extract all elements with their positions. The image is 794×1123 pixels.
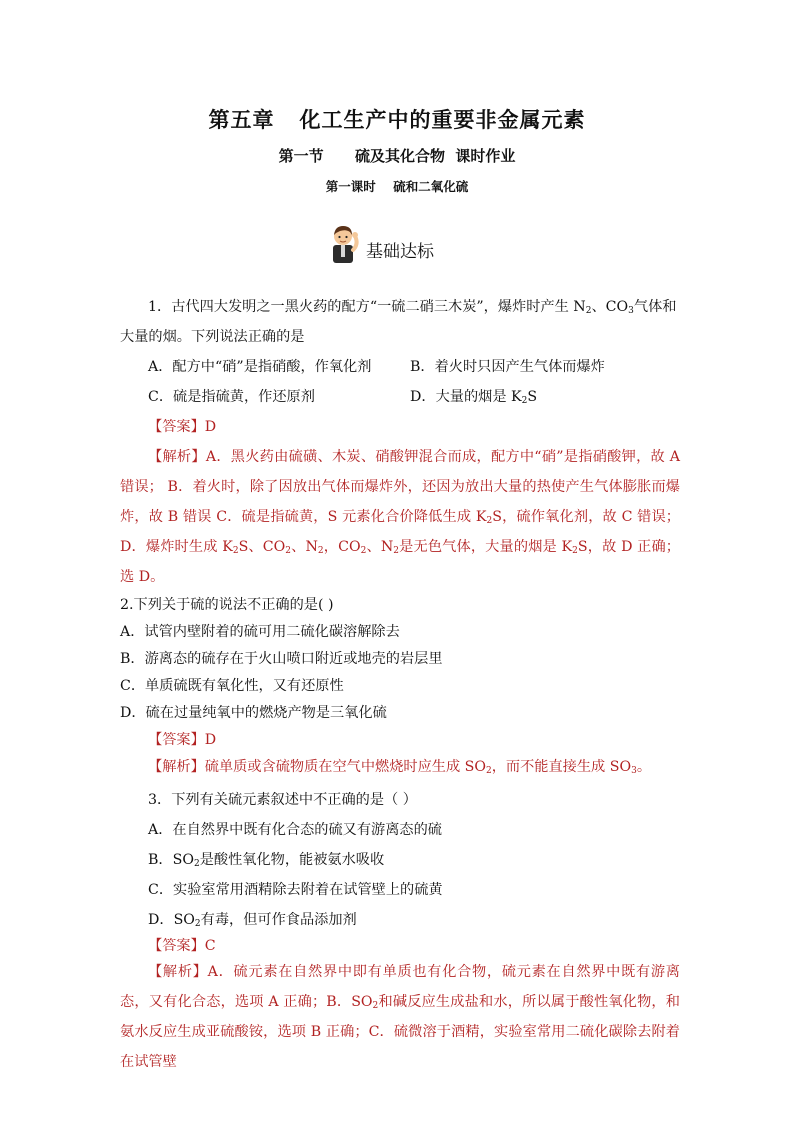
question-2-stem: 2.下列关于硫的说法不正确的是( ) bbox=[120, 597, 334, 613]
question-3-explanation: 【解析】A．硫元素在自然界中即有单质也有化合物，硫元素在自然界中既有游离态，又有化合态，选项 A 正确；B．$SO_2$和碱反应生成盐和水，所以属于酸性氧化物，和氨水反应生成亚硫酸铵，选项 B 正确；C．硫微溶于酒精，实验室常用二硫化碳除去附着在试管壁 bbox=[120, 964, 680, 1070]
chapter-title: 第五章 化工生产中的重要非金属元素 bbox=[208, 107, 586, 132]
question-1-option-a: A．配方中“硝”是指硝酸，作氧化剂 bbox=[148, 359, 372, 375]
question-3-option-d: D．$SO_2$有毒，但可作食品添加剂 bbox=[148, 912, 357, 929]
question-2-answer: 【答案】D bbox=[148, 732, 217, 748]
question-3-stem: 3．下列有关硫元素叙述中不正确的是（ ） bbox=[148, 792, 417, 808]
question-1-stem: 1．古代四大发明之一黑火药的配方“一硫二硝三木炭”，爆炸时产生 $N_2$、$CO_3$气体和大量的烟。下列说法正确的是 bbox=[120, 299, 677, 345]
question-1-options-row-1 bbox=[120, 352, 680, 382]
question-3-option-c: C．实验室常用酒精除去附着在试管壁上的硫黄 bbox=[148, 882, 443, 898]
section-subtitle: 第一节 硫及其化合物 课时作业 bbox=[278, 147, 516, 165]
question-3-answer: 【答案】C bbox=[148, 938, 216, 954]
question-list bbox=[120, 292, 680, 1077]
question-1-answer: 【答案】D bbox=[148, 419, 217, 435]
question-3-option-a: A．在自然界中既有化合态的硫又有游离态的硫 bbox=[148, 822, 442, 838]
question-2-option-a: A．试管内壁附着的硫可用二硫化碳溶解除去 bbox=[120, 624, 400, 640]
question-3-option-b: B．$SO_2$是酸性氧化物，能被氨水吸收 bbox=[148, 852, 385, 869]
section-label: 基础达标 bbox=[366, 242, 434, 262]
question-1-option-d: D．大量的烟是 $K_2S$ bbox=[410, 389, 538, 406]
question-2-explanation: 【解析】硫单质或含硫物质在空气中燃烧时应生成 $SO_2$，而不能直接生成 $SO_3$。 bbox=[148, 759, 652, 776]
question-1-explanation: 【解析】A．黑火药由硫磺、木炭、硝酸钾混合而成，配方中“硝”是指硝酸钾，故 A 错误； B．着火时，除了因放出气体而爆炸外，还因为放出大量的热使产生气体膨胀而爆炸，故 B 错误 C．硫是指硫黄，S 元素化合价降低生成 $K_2S$，硫作氧化剂，故 C 错误；D．爆炸时生成 $K_2S$、$CO_2$、$N_2$，$CO_2$、$N_2$是无色气体，大量的烟是 $K_2S$，故 D 正确；选 D。 bbox=[120, 449, 680, 585]
question-2-option-b: B．游离态的硫存在于火山喷口附近或地壳的岩层里 bbox=[120, 651, 443, 667]
question-1-option-c: C．硫是指硫黄，作还原剂 bbox=[148, 389, 315, 405]
question-2-option-c: C．单质硫既有氧化性，又有还原性 bbox=[120, 678, 344, 694]
student-thinking-icon bbox=[328, 224, 362, 264]
question-1-option-b: B．着火时只因产生气体而爆炸 bbox=[410, 359, 605, 375]
question-2-option-d: D．硫在过量纯氧中的燃烧产物是三氧化硫 bbox=[120, 705, 387, 721]
section-heading bbox=[328, 222, 434, 264]
lesson-title: 第一课时 硫和二氧化硫 bbox=[325, 179, 469, 194]
question-1-options-row-2 bbox=[120, 382, 680, 412]
